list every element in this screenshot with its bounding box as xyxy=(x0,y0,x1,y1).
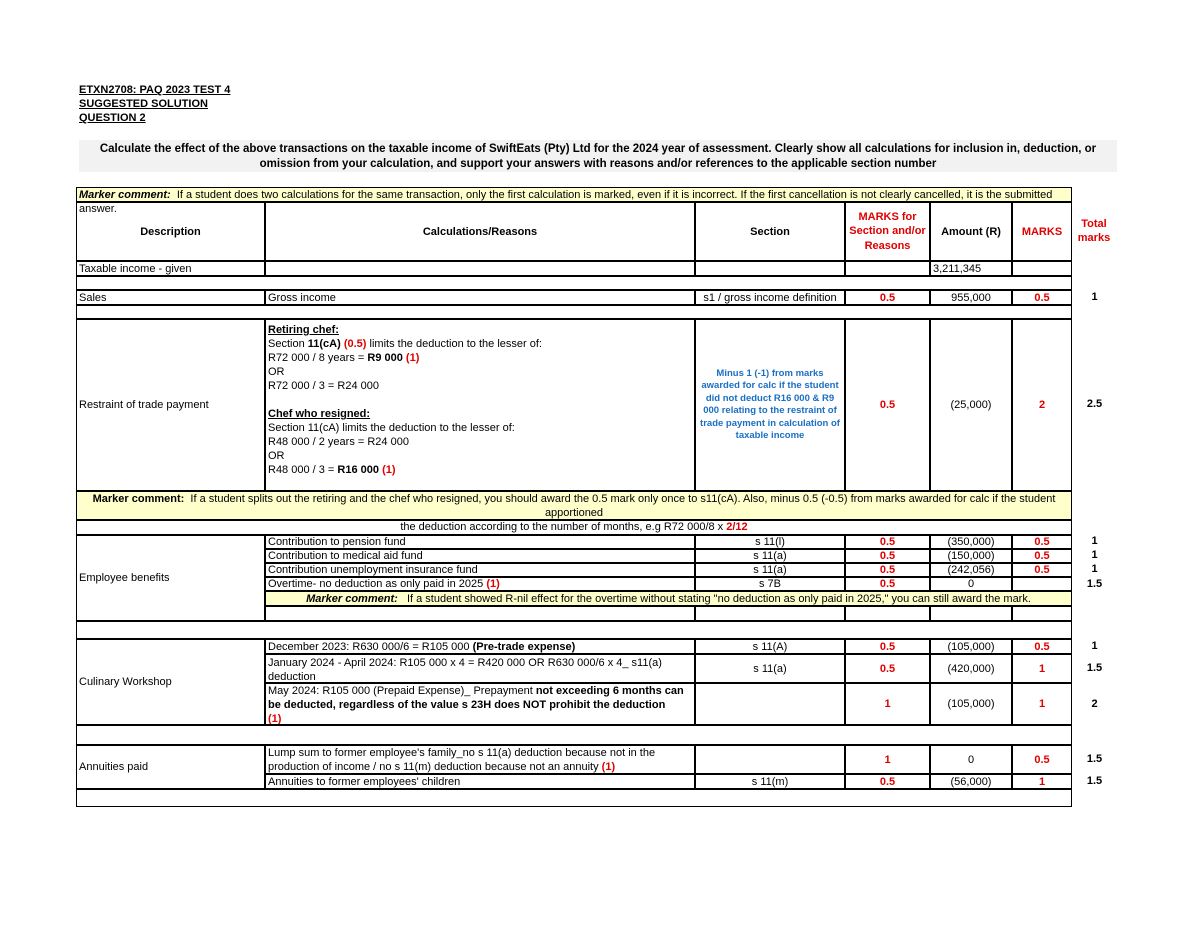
taxable-section xyxy=(695,261,845,276)
spacer-row xyxy=(76,789,1072,807)
restraint-section-note: Minus 1 (-1) from marks awarded for calc if the student did not deduct R16 000 & R9 000 relating to the restraint of trade payment in calculation of taxable income xyxy=(700,367,840,441)
annuities-calc-2: Annuities to former employees' children xyxy=(265,774,695,789)
restraint-l9: OR xyxy=(268,450,285,462)
col-marks: MARKS xyxy=(1012,202,1072,261)
culinary-section-3 xyxy=(695,683,845,725)
col-total-line1: Total xyxy=(1081,218,1107,230)
restraint-l2c: (0.5) xyxy=(343,338,367,350)
employee-amount-2: (150,000) xyxy=(930,549,1012,563)
culinary-ms-1: 0.5 xyxy=(845,639,930,654)
taxable-amount: 3,211,345 xyxy=(930,261,1012,276)
restraint-l10a: R48 000 / 3 = xyxy=(268,464,338,476)
culinary-amount-2: (420,000) xyxy=(930,654,1012,683)
annuities-total-2: 1.5 xyxy=(1086,775,1103,787)
blank-cell xyxy=(930,606,1012,621)
marker-comment-label: Marker comment: xyxy=(79,189,171,201)
employee-calc-4 xyxy=(265,577,695,591)
sales-total: 1 xyxy=(1091,291,1098,303)
culinary-section-2: s 11(a) xyxy=(695,654,845,683)
culinary-row-1 xyxy=(76,639,1072,654)
blank-cell xyxy=(1012,606,1072,621)
employee-marks-2: 0.5 xyxy=(1012,549,1072,563)
doc-code: ETXN2708: PAQ 2023 TEST 4 xyxy=(79,84,231,96)
employee-amount-3: (242,056) xyxy=(930,563,1012,577)
restraint-l3b: R9 000 xyxy=(367,352,403,364)
annuities-section-1 xyxy=(695,745,845,774)
annuities-amount-1: 0 xyxy=(930,745,1012,774)
col-section: Section xyxy=(695,202,845,261)
marker-comment-3 xyxy=(265,591,1072,606)
employee-row-blank xyxy=(76,606,1072,621)
spacer-row xyxy=(76,276,1072,290)
culinary-marks-3: 1 xyxy=(1012,683,1072,725)
restraint-calc xyxy=(265,319,695,491)
col-marks-section xyxy=(845,202,930,261)
col-marks-section-line3: Reasons xyxy=(864,239,911,252)
instruction-line-2: omission from your calculation, and support your answers with reasons and/or references to the applicable section number xyxy=(259,158,937,170)
employee-marks-3: 0.5 xyxy=(1012,563,1072,577)
employee-section-1: s 11(l) xyxy=(695,535,845,549)
restraint-section xyxy=(695,319,845,491)
col-description: Description xyxy=(76,202,265,261)
blank-cell xyxy=(265,606,695,621)
annuities-ms-2: 0.5 xyxy=(845,774,930,789)
employee-section-3: s 11(a) xyxy=(695,563,845,577)
restraint-l10c: (1) xyxy=(382,464,396,476)
restraint-marks: 2 xyxy=(1012,319,1072,491)
culinary-desc: Culinary Workshop xyxy=(76,639,265,725)
employee-calc-4-mark: (1) xyxy=(486,578,500,590)
restraint-l7: Section 11(cA) limits the deduction to the lesser of: xyxy=(268,422,515,434)
sales-desc: Sales xyxy=(76,290,265,305)
restraint-l3a: R72 000 / 8 years = xyxy=(268,352,368,364)
annuities-desc: Annuities paid xyxy=(76,745,265,789)
row-sales xyxy=(76,290,1072,305)
blank-cell xyxy=(845,606,930,621)
culinary-calc-2-line2: deduction xyxy=(268,671,316,683)
marker-comment-2 xyxy=(76,491,1072,533)
employee-row-3 xyxy=(76,563,1072,577)
employee-amount-4: 0 xyxy=(930,577,1012,591)
spacer-row xyxy=(76,305,1072,319)
sales-marks: 0.5 xyxy=(1012,290,1072,305)
resigned-chef-heading: Chef who resigned: xyxy=(268,408,371,420)
culinary-marks-2: 1 xyxy=(1012,654,1072,683)
annuities-calc-1 xyxy=(265,745,695,774)
restraint-desc: Restraint of trade payment xyxy=(76,319,265,491)
employee-ms-1: 0.5 xyxy=(845,535,930,549)
employee-desc: Employee benefits xyxy=(76,535,265,621)
taxable-ms xyxy=(845,261,930,276)
annuities-calc-1-line1: Lump sum to former employee's family_no s 11(a) deduction because not in the xyxy=(268,747,656,759)
sales-amount: 955,000 xyxy=(930,290,1012,305)
culinary-calc-3-line2: be deducted, regardless of the value s 23H does NOT prohibit the deduction xyxy=(268,699,666,711)
marker-comment-1 xyxy=(76,187,1072,215)
employee-total-1: 1 xyxy=(1091,535,1098,547)
culinary-calc-1a: December 2023: R630 000/6 = R105 000 xyxy=(268,640,470,653)
culinary-calc-1b: (Pre-trade expense) xyxy=(472,640,576,653)
employee-calc-2: Contribution to medical aid fund xyxy=(265,549,695,563)
spacer-cell xyxy=(76,789,1072,807)
annuities-calc-1-mark: (1) xyxy=(601,761,616,773)
employee-calc-1: Contribution to pension fund xyxy=(265,535,695,549)
restraint-amount: (25,000) xyxy=(930,319,1012,491)
culinary-marks-1: 0.5 xyxy=(1012,639,1072,654)
instruction-box xyxy=(79,140,1117,172)
blank-cell xyxy=(695,606,845,621)
annuities-amount-2: (56,000) xyxy=(930,774,1012,789)
restraint-l2b: 11(cA) xyxy=(307,338,341,350)
employee-calc-4-text: Overtime- no deduction as only paid in 2025 xyxy=(268,578,484,590)
taxable-calc xyxy=(265,261,695,276)
culinary-amount-3: (105,000) xyxy=(930,683,1012,725)
restraint-l8: R48 000 / 2 years = R24 000 xyxy=(268,436,409,448)
restraint-ms: 0.5 xyxy=(845,319,930,491)
employee-section-2: s 11(a) xyxy=(695,549,845,563)
employee-marks-4 xyxy=(1012,577,1072,591)
restraint-l4: OR xyxy=(268,366,285,378)
culinary-total-2: 1.5 xyxy=(1086,662,1103,674)
annuities-row-1 xyxy=(76,745,1072,774)
culinary-calc-1 xyxy=(265,639,695,654)
spacer-row xyxy=(76,520,1072,535)
marker-comment-2-label: Marker comment: xyxy=(92,493,185,505)
employee-calc-3: Contribution unemployment insurance fund xyxy=(265,563,695,577)
col-marks-section-line1: MARKS for xyxy=(858,210,917,223)
marker-comment-3-label: Marker comment: xyxy=(306,593,398,605)
culinary-total-1: 1 xyxy=(1091,640,1098,652)
marker-comment-text: If a student does two calculations for the same transaction, only the first calculation is marked, even if it is incorrect. If the first cancellation is not clearly cancelled, it is the submitted answer. xyxy=(79,189,1053,215)
restraint-l2a: Section xyxy=(268,338,308,350)
col-total xyxy=(1072,217,1116,245)
col-marks-section-line2: Section and/or xyxy=(849,225,926,238)
sales-section: s1 / gross income definition xyxy=(695,290,845,305)
employee-row-1 xyxy=(76,535,1072,549)
culinary-calc-3a: May 2024: R105 000 (Prepaid Expense)_ Prepayment xyxy=(268,685,536,697)
culinary-calc-2 xyxy=(265,654,695,683)
spacer-cell xyxy=(76,305,1072,319)
marker-comment-2-text1: If a student splits out the retiring and the chef who resigned, you should award the 0.5 mark only once to s11(cA). Also, minus 0.5 (-0.5) from marks awarded for calc if the student apportioned xyxy=(190,493,1056,519)
employee-ms-2: 0.5 xyxy=(845,549,930,563)
marker-comment-2-fraction: 2/12 xyxy=(726,521,748,533)
employee-total-4: 1.5 xyxy=(1086,578,1103,590)
annuities-section-2: s 11(m) xyxy=(695,774,845,789)
culinary-amount-1: (105,000) xyxy=(930,639,1012,654)
restraint-l3c: (1) xyxy=(405,352,420,364)
marking-table xyxy=(76,187,1111,810)
annuities-marks-1: 0.5 xyxy=(1012,745,1072,774)
employee-row-4 xyxy=(76,577,1072,591)
employee-row-2 xyxy=(76,549,1072,563)
culinary-row-2 xyxy=(76,654,1072,683)
annuities-calc-1-line2: production of income / no s 11(m) deduction because not an annuity xyxy=(268,761,602,773)
spacer-cell xyxy=(76,520,1072,535)
culinary-calc-3-mark: (1) xyxy=(268,713,282,725)
question-label: QUESTION 2 xyxy=(79,112,146,124)
culinary-calc-2-line1: January 2024 - April 2024: R105 000 x 4 = R420 000 OR R630 000/6 x 4_ s11(a) xyxy=(268,657,662,669)
spacer-cell xyxy=(76,276,1072,290)
instruction-line-1: Calculate the effect of the above transactions on the taxable income of SwiftEats (Pty) Ltd for the 2024 year of assessment. Clearly show all calculations for inclusion in, deduction, or xyxy=(99,143,1097,155)
spacer-cell xyxy=(76,725,1072,745)
employee-total-2: 1 xyxy=(1091,549,1098,561)
col-amount: Amount (R) xyxy=(930,202,1012,261)
spacer-row xyxy=(76,621,1072,639)
annuities-total-1: 1.5 xyxy=(1086,753,1103,765)
culinary-calc-3 xyxy=(265,683,695,725)
annuities-ms-1: 1 xyxy=(845,745,930,774)
col-total-line2: marks xyxy=(1077,232,1111,244)
employee-total-3: 1 xyxy=(1091,563,1098,575)
employee-amount-1: (350,000) xyxy=(930,535,1012,549)
annuities-marks-2: 1 xyxy=(1012,774,1072,789)
culinary-calc-3b: not exceeding 6 months can xyxy=(535,685,684,697)
employee-ms-4: 0.5 xyxy=(845,577,930,591)
restraint-l2d: limits the deduction to the lesser of: xyxy=(366,338,542,350)
spacer-row xyxy=(76,725,1072,745)
culinary-row-3 xyxy=(76,683,1072,725)
employee-section-4: s 7B xyxy=(695,577,845,591)
restraint-l10b: R16 000 xyxy=(337,464,380,476)
culinary-total-3: 2 xyxy=(1091,698,1098,710)
culinary-section-1: s 11(A) xyxy=(695,639,845,654)
taxable-desc: Taxable income - given xyxy=(76,261,265,276)
employee-marks-1: 0.5 xyxy=(1012,535,1072,549)
sales-calc: Gross income xyxy=(265,290,695,305)
column-header-row xyxy=(76,202,1072,261)
taxable-marks xyxy=(1012,261,1072,276)
marker-comment-2-text2: the deduction according to the number of months, e.g R72 000/8 x xyxy=(400,521,727,533)
marker-comment-3-text: If a student showed R-nil effect for the overtime without stating "no deduction as only paid in 2025," you can still award the mark. xyxy=(406,593,1031,605)
annuities-row-2 xyxy=(76,774,1072,789)
sales-ms: 0.5 xyxy=(845,290,930,305)
culinary-ms-2: 0.5 xyxy=(845,654,930,683)
doc-subtitle: SUGGESTED SOLUTION xyxy=(79,98,208,110)
row-restraint xyxy=(76,319,1072,491)
retiring-chef-heading: Retiring chef: xyxy=(268,324,339,336)
employee-ms-3: 0.5 xyxy=(845,563,930,577)
col-calculations: Calculations/Reasons xyxy=(265,202,695,261)
restraint-l5: R72 000 / 3 = R24 000 xyxy=(268,380,379,392)
row-taxable-income xyxy=(76,261,1072,276)
restraint-total: 2.5 xyxy=(1086,398,1103,410)
culinary-ms-3: 1 xyxy=(845,683,930,725)
spacer-cell xyxy=(76,621,1072,639)
